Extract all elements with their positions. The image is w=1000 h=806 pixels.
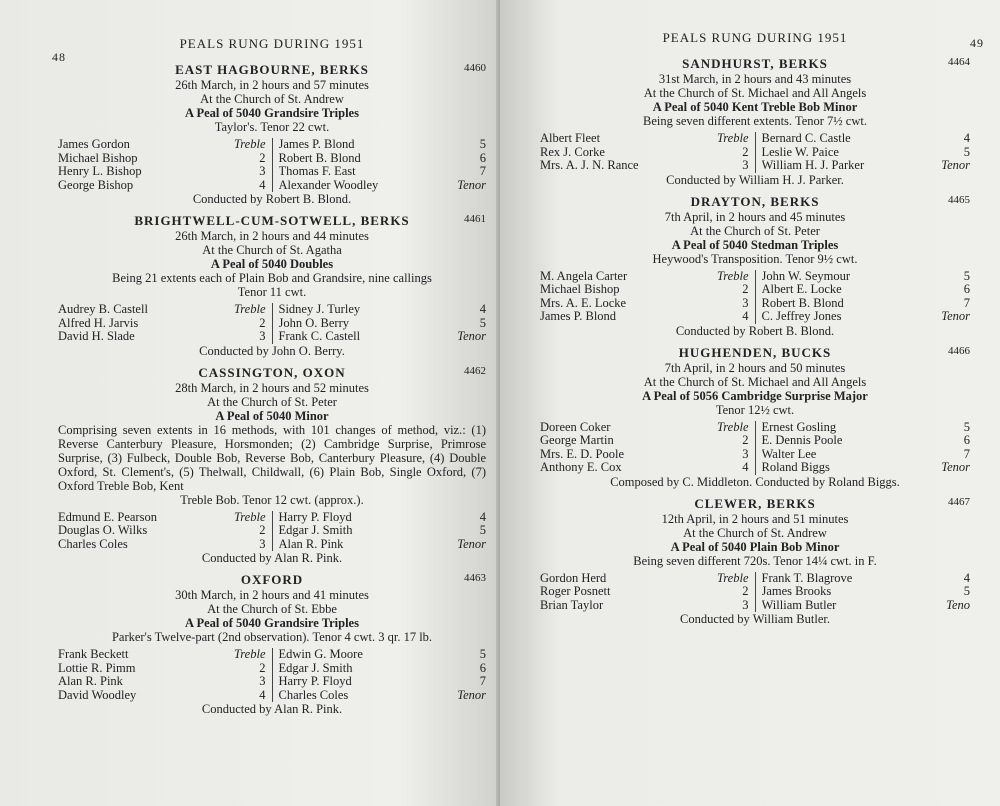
band-column-left — [540, 132, 756, 173]
bell-position: 6 — [479, 660, 486, 675]
peal-description: Comprising seven extents in 16 methods, with 101 changes of method, viz.: (1) Reverse Canterbury Pleasure, Horsmonden; (2) Cambridge Surprise, Primrose Surprise, (3) Fulbeck, Double Bob, Reverse Bob, Canterbury Pleasure, (4) Double Oxford, St. Clement's, (5) Thelwall, Childwall, (6) Plain Bob, Single Oxford, (7) Oxford Treble Bob, Kent — [58, 422, 486, 493]
ringer-name: Mrs. E. D. Poole — [540, 447, 625, 461]
peal-record — [540, 345, 970, 490]
ringer-name: Ernest Gosling — [761, 420, 837, 434]
bell-position: 2 — [259, 315, 266, 330]
ringer-row — [540, 283, 749, 297]
ringer-name: George Martin — [540, 434, 614, 447]
ringer-row — [540, 599, 749, 613]
band-column-right — [756, 421, 971, 475]
bell-position: Teno — [946, 597, 970, 612]
ringer-row — [58, 152, 266, 166]
bell-position: Treble — [234, 302, 266, 316]
peal-church: At the Church of St. Peter — [207, 394, 337, 409]
ringer-name: Alan R. Pink — [278, 537, 344, 551]
peal-method: A Peal of 5040 Kent Treble Bob Minor — [652, 100, 858, 114]
ringer-row — [540, 270, 749, 284]
ringer-row — [58, 138, 266, 152]
bell-position: Tenor — [457, 177, 486, 192]
bell-position: 2 — [742, 282, 749, 296]
bell-position: 3 — [259, 536, 266, 551]
peal-record — [540, 56, 970, 188]
peal-place-name: BRIGHTWELL-CUM-SOTWELL, BERKS — [134, 213, 410, 228]
right-page — [500, 0, 1000, 806]
ringer-name: Rex J. Corke — [540, 145, 605, 159]
bell-position: 6 — [963, 282, 970, 296]
peal-list-left — [58, 62, 486, 717]
ringer-row — [279, 538, 487, 552]
ringer-name: Bernard C. Castle — [761, 132, 851, 145]
peal-church: At the Church of St. Michael and All Angels — [643, 86, 867, 100]
band-column-left — [58, 511, 273, 552]
band-column-right — [756, 270, 971, 324]
ringer-name: Roger Posnett — [540, 585, 611, 598]
bell-position: 2 — [742, 584, 749, 598]
peal-record — [58, 572, 486, 717]
ringer-row — [540, 448, 749, 462]
bell-position: Treble — [717, 419, 749, 434]
bell-position: 7 — [963, 446, 970, 461]
bell-position: 2 — [259, 660, 266, 675]
ringer-row — [58, 511, 266, 525]
peal-band — [540, 132, 970, 173]
bell-position: 3 — [742, 158, 749, 172]
ringer-row — [58, 303, 266, 317]
peal-date: 12th April, in 2 hours and 51 minutes — [661, 511, 849, 526]
bell-position: 3 — [742, 597, 749, 612]
band-column-right — [756, 572, 971, 613]
bell-position: Treble — [717, 570, 749, 585]
bell-position: Treble — [717, 131, 749, 145]
ringer-name: Edmund E. Pearson — [58, 510, 157, 524]
ringer-name: Walter Lee — [761, 447, 817, 461]
ringer-row — [279, 675, 487, 689]
peal-details: Being seven different extents. Tenor 7½ cwt. — [643, 114, 867, 128]
peal-place-name: HUGHENDEN, BUCKS — [678, 344, 832, 360]
ringer-row — [540, 132, 749, 146]
peal-conductor: Composed by C. Middleton. Conducted by Roland Biggs. — [610, 474, 900, 489]
bell-position: 5 — [479, 315, 486, 330]
page-number-left: 48 — [52, 50, 66, 64]
peal-date: 26th March, in 2 hours and 44 minutes — [175, 229, 369, 243]
peal-number: 4460 — [464, 62, 486, 74]
ringer-name: Henry L. Bishop — [58, 165, 142, 178]
ringer-name: M. Angela Carter — [540, 269, 628, 283]
ringer-row — [279, 152, 487, 166]
peal-church: At the Church of St. Andrew — [683, 525, 827, 540]
bell-position: 4 — [742, 309, 749, 323]
peal-place — [58, 572, 486, 588]
ringer-name: John W. Seymour — [761, 269, 851, 283]
page-number-right: 49 — [970, 36, 984, 50]
peal-band — [58, 648, 486, 702]
band-column-left — [540, 572, 756, 613]
bell-position: 2 — [742, 433, 749, 447]
ringer-name: Douglas O. Wilks — [58, 524, 148, 537]
ringer-name: Lottie R. Pimm — [58, 661, 136, 675]
peal-place-name: EAST HAGBOURNE, BERKS — [175, 62, 369, 77]
ringer-name: Frank Beckett — [58, 648, 129, 661]
bell-position: Treble — [234, 509, 266, 524]
ringer-name: George Bishop — [58, 178, 134, 192]
peal-record — [58, 62, 486, 207]
peal-method: A Peal of 5040 Grandsire Triples — [185, 106, 359, 120]
ringer-row — [762, 146, 971, 160]
ringer-row — [279, 317, 487, 331]
bell-position: Tenor — [941, 158, 970, 172]
ringer-name: James Brooks — [761, 585, 832, 598]
bell-position: 5 — [963, 584, 970, 598]
bell-position: 2 — [742, 144, 749, 159]
peal-band — [58, 138, 486, 192]
ringer-name: Harry P. Floyd — [278, 510, 352, 524]
peal-band — [540, 421, 970, 475]
ringer-row — [762, 434, 971, 448]
peal-conductor: Conducted by Robert B. Blond. — [192, 192, 352, 206]
peal-number: 4461 — [464, 213, 486, 225]
ringer-name: Gordon Herd — [540, 571, 607, 585]
ringer-name: Frank C. Castell — [278, 330, 361, 343]
peal-place — [58, 62, 486, 78]
ringer-row — [58, 179, 266, 193]
ringer-row — [762, 572, 971, 586]
ringer-name: Thomas F. East — [278, 165, 356, 178]
ringer-row — [279, 330, 487, 344]
peal-church: At the Church of St. Andrew — [200, 92, 344, 106]
ringer-name: John O. Berry — [278, 316, 349, 330]
bell-position: 7 — [479, 674, 486, 688]
peal-record — [58, 213, 486, 359]
ringer-name: Mrs. A. J. N. Rance — [540, 159, 639, 172]
ringer-row — [762, 283, 971, 297]
ringer-row — [279, 179, 487, 193]
peal-number: 4466 — [948, 344, 970, 357]
bell-position: 3 — [259, 164, 266, 178]
peal-number: 4463 — [464, 572, 486, 584]
bell-position: 4 — [259, 177, 266, 192]
ringer-row — [279, 524, 487, 538]
peal-description-end: Treble Bob. Tenor 12 cwt. (approx.). — [180, 492, 364, 507]
ringer-row — [279, 138, 487, 152]
bell-position: Treble — [234, 137, 266, 151]
ringer-row — [58, 675, 266, 689]
ringer-row — [540, 572, 749, 586]
ringer-name: Edgar J. Smith — [278, 661, 353, 675]
peal-number: 4462 — [464, 364, 486, 377]
ringer-row — [540, 146, 749, 160]
band-column-left — [58, 303, 273, 344]
peal-band — [58, 511, 486, 552]
ringer-name: Frank T. Blagrove — [761, 571, 853, 585]
peal-method: A Peal of 5040 Doubles — [210, 257, 334, 271]
ringer-name: Audrey B. Castell — [58, 303, 148, 316]
band-column-left — [540, 270, 756, 324]
peal-conductor: Conducted by John O. Berry. — [199, 343, 345, 358]
bell-position: 3 — [742, 446, 749, 461]
ringer-row — [540, 434, 749, 448]
ringer-name: Roland Biggs — [761, 461, 830, 474]
ringer-row — [279, 303, 487, 317]
bell-position: 5 — [963, 268, 970, 283]
peal-list-right — [540, 56, 970, 627]
ringer-name: Anthony E. Cox — [540, 461, 622, 474]
peal-date: 31st March, in 2 hours and 43 minutes — [658, 72, 852, 86]
peal-method: A Peal of 5040 Grandsire Triples — [185, 616, 359, 630]
bell-position: 6 — [479, 150, 486, 165]
peal-date: 7th April, in 2 hours and 50 minutes — [664, 360, 846, 375]
ringer-row — [540, 585, 749, 599]
ringer-name: Robert B. Blond — [278, 151, 361, 165]
ringer-row — [58, 662, 266, 676]
peal-conductor: Conducted by Alan R. Pink. — [201, 702, 343, 716]
peal-band — [540, 270, 970, 324]
peal-place — [540, 194, 970, 210]
ringer-row — [762, 421, 971, 435]
band-column-right — [756, 132, 971, 173]
bell-position: 4 — [963, 570, 970, 585]
bell-position: 4 — [479, 509, 486, 524]
ringer-row — [540, 310, 749, 324]
bell-position: Tenor — [457, 329, 486, 343]
peal-details: Parker's Twelve-part (2nd observation). Tenor 4 cwt. 3 qr. 17 lb. — [111, 630, 433, 644]
peal-conductor: Conducted by William H. J. Parker. — [666, 172, 844, 187]
peal-method: A Peal of 5040 Plain Bob Minor — [670, 539, 840, 554]
peal-place — [58, 365, 486, 381]
peal-place — [540, 345, 970, 361]
bell-position: 5 — [963, 419, 970, 434]
ringer-name: James Gordon — [58, 138, 130, 151]
ringer-name: Edwin G. Moore — [278, 648, 363, 661]
ringer-name: Alexander Woodley — [278, 178, 379, 192]
running-head-text: PEALS RUNG DURING 1951 — [662, 30, 848, 45]
peal-place-name: SANDHURST, BERKS — [682, 56, 828, 71]
running-head-right — [540, 30, 984, 52]
ringer-name: Leslie W. Paice — [761, 145, 839, 159]
ringer-name: Mrs. A. E. Locke — [540, 296, 627, 310]
ringer-row — [762, 159, 971, 173]
bell-position: 5 — [479, 647, 486, 661]
peal-record — [540, 194, 970, 339]
ringer-name: Doreen Coker — [540, 420, 611, 434]
ringer-row — [540, 159, 749, 173]
peal-church: At the Church of St. Agatha — [202, 243, 342, 257]
peal-place — [540, 56, 970, 72]
band-column-right — [273, 138, 487, 192]
bell-position: 4 — [259, 687, 266, 702]
bell-position: Treble — [234, 647, 266, 661]
bell-position: 5 — [479, 137, 486, 151]
peal-place — [540, 496, 970, 512]
ringer-name: William H. J. Parker — [761, 159, 865, 172]
ringer-name: Charles Coles — [58, 537, 128, 551]
peal-details: Tenor 12½ cwt. — [715, 402, 795, 417]
peal-place-name: DRAYTON, BERKS — [690, 193, 820, 209]
peal-details: Heywood's Transposition. Tenor 9½ cwt. — [652, 251, 858, 266]
ringer-row — [762, 270, 971, 284]
peal-conductor: Conducted by Robert B. Blond. — [675, 323, 835, 338]
ringer-name: E. Dennis Poole — [761, 434, 843, 447]
band-column-right — [273, 511, 487, 552]
peal-place-name: CASSINGTON, OXON — [198, 364, 346, 380]
running-head-left — [52, 36, 486, 64]
bell-position: 5 — [479, 523, 486, 537]
band-column-right — [273, 648, 487, 702]
peal-date: 7th April, in 2 hours and 45 minutes — [664, 209, 846, 224]
ringer-row — [58, 330, 266, 344]
peal-band — [540, 572, 970, 613]
ringer-row — [279, 511, 487, 525]
peal-church: At the Church of St. Peter — [690, 223, 820, 238]
bell-position: 3 — [259, 329, 266, 343]
ringer-name: David Woodley — [58, 688, 137, 702]
bell-position: 7 — [479, 164, 486, 178]
peal-details: Being seven different 720s. Tenor 14¼ cwt. in F. — [633, 553, 877, 568]
bell-position: 4 — [742, 460, 749, 474]
bell-position: 2 — [259, 150, 266, 165]
ringer-row — [58, 538, 266, 552]
bell-position: 3 — [259, 674, 266, 688]
ringer-name: Michael Bishop — [540, 283, 620, 296]
ringer-row — [58, 524, 266, 538]
bell-position: 2 — [259, 523, 266, 537]
ringer-name: Albert Fleet — [540, 132, 601, 145]
bell-position: 7 — [963, 295, 970, 310]
ringer-name: Harry P. Floyd — [278, 675, 352, 688]
peal-method: A Peal of 5056 Cambridge Surprise Major — [642, 388, 868, 403]
bell-position: Tenor — [457, 687, 486, 702]
ringer-name: C. Jeffrey Jones — [761, 310, 842, 323]
band-column-left — [540, 421, 756, 475]
ringer-name: Albert E. Locke — [761, 283, 842, 296]
ringer-name: Robert B. Blond — [761, 296, 844, 310]
running-head-text: PEALS RUNG DURING 1951 — [179, 36, 365, 51]
peal-band — [58, 303, 486, 344]
peal-number: 4464 — [948, 56, 970, 68]
peal-conductor: Conducted by Alan R. Pink. — [201, 551, 343, 565]
ringer-name: Alfred H. Jarvis — [58, 316, 139, 330]
ringer-row — [279, 165, 487, 179]
bell-position: 4 — [479, 302, 486, 316]
bell-position: 3 — [742, 295, 749, 310]
ringer-name: Brian Taylor — [540, 598, 604, 612]
peal-method: A Peal of 5040 Minor — [215, 408, 329, 423]
peal-method: A Peal of 5040 Stedman Triples — [671, 237, 839, 252]
ringer-name: James P. Blond — [278, 138, 355, 151]
peal-conductor: Conducted by William Butler. — [680, 612, 830, 626]
ringer-row — [762, 585, 971, 599]
ringer-name: William Butler — [761, 598, 837, 612]
peal-place-name: CLEWER, BERKS — [694, 495, 816, 511]
peal-number: 4465 — [948, 193, 970, 206]
peal-place-name: OXFORD — [240, 572, 304, 587]
band-column-left — [58, 138, 273, 192]
peal-record — [58, 365, 486, 567]
peal-place — [58, 213, 486, 229]
ringer-row — [762, 461, 971, 475]
peal-church: At the Church of St. Ebbe — [207, 602, 337, 616]
ringer-row — [279, 689, 487, 703]
ringer-row — [279, 648, 487, 662]
bell-position: 4 — [963, 131, 970, 145]
bell-position: Tenor — [457, 536, 486, 551]
ringer-row — [58, 165, 266, 179]
bell-position: 5 — [963, 144, 970, 159]
ringer-row — [762, 310, 971, 324]
bell-position: Tenor — [941, 309, 970, 323]
ringer-name: Edgar J. Smith — [278, 524, 353, 537]
peal-details: Tenor 11 cwt. — [237, 285, 307, 299]
ringer-name: Sidney J. Turley — [278, 303, 361, 316]
ringer-row — [540, 461, 749, 475]
peal-date: 26th March, in 2 hours and 57 minutes — [175, 78, 369, 92]
ringer-name: David H. Slade — [58, 330, 135, 343]
ringer-row — [58, 317, 266, 331]
peal-number: 4467 — [948, 495, 970, 508]
ringer-row — [279, 662, 487, 676]
ringer-row — [58, 689, 266, 703]
ringer-name: Michael Bishop — [58, 151, 138, 165]
ringer-row — [762, 297, 971, 311]
peal-date: 28th March, in 2 hours and 52 minutes — [175, 380, 369, 395]
ringer-row — [762, 448, 971, 462]
peal-record — [540, 496, 970, 628]
ringer-row — [540, 421, 749, 435]
peal-note: Being 21 extents each of Plain Bob and Grandsire, nine callings — [112, 271, 432, 285]
bell-position: Treble — [717, 268, 749, 283]
peal-church: At the Church of St. Michael and All Angels — [643, 374, 867, 389]
band-column-right — [273, 303, 487, 344]
ringer-row — [58, 648, 266, 662]
ringer-row — [762, 599, 971, 613]
ringer-name: Alan R. Pink — [58, 675, 123, 688]
band-column-left — [58, 648, 273, 702]
peal-details: Taylor's. Tenor 22 cwt. — [214, 120, 330, 134]
ringer-row — [540, 297, 749, 311]
ringer-name: Charles Coles — [278, 688, 349, 702]
peal-date: 30th March, in 2 hours and 41 minutes — [175, 588, 369, 602]
bell-position: Tenor — [941, 460, 970, 474]
ringer-name: James P. Blond — [540, 310, 617, 323]
bell-position: 6 — [963, 433, 970, 447]
ringer-row — [762, 132, 971, 146]
